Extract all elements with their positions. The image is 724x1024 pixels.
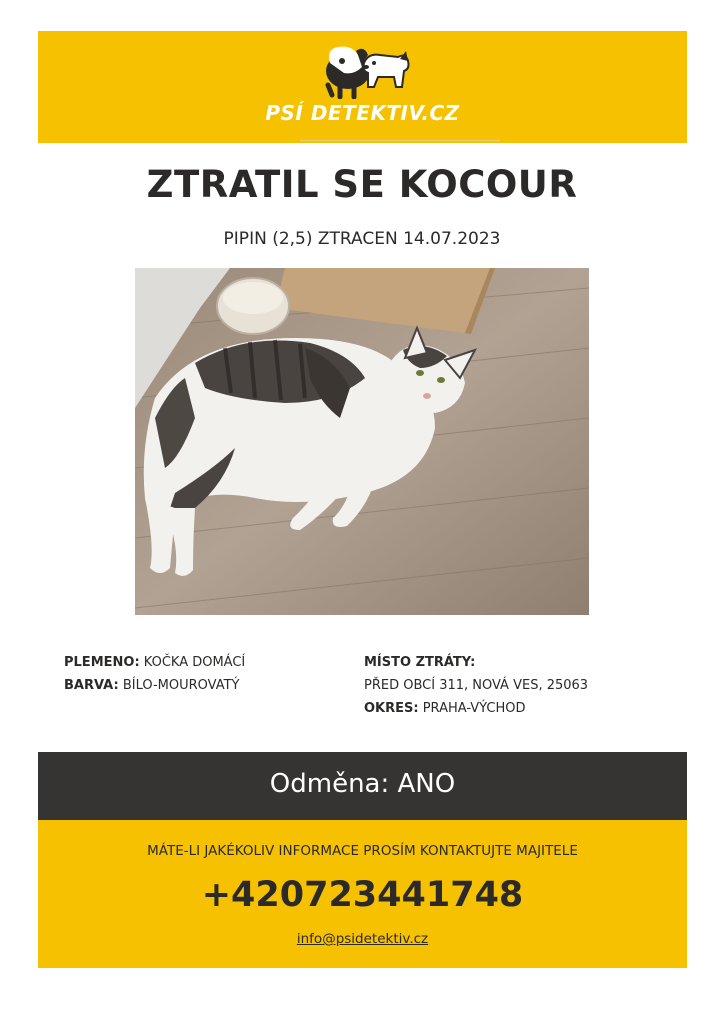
place-value: PŘED OBCÍ 311, NOVÁ VES, 25063	[364, 678, 589, 693]
color-row	[64, 674, 245, 697]
contact-panel	[38, 820, 687, 968]
poster-title: ZTRATIL SE KOCOUR	[146, 163, 578, 206]
place-label-row	[364, 651, 588, 674]
phone-number[interactable]: +420723441748	[201, 875, 524, 915]
color-value: BÍLO-MOUROVATÝ	[122, 678, 240, 693]
breed-label: PLEMENO:	[64, 655, 140, 670]
place-label: MÍSTO ZTRÁTY:	[364, 655, 476, 670]
district-label: OKRES:	[364, 701, 419, 716]
color-label: BARVA:	[64, 678, 119, 693]
breed-row	[64, 651, 245, 674]
contact-note: MÁTE-LI JAKÉKOLIV INFORMACE PROSÍM KONTAKTUJTE MAJITELE	[147, 843, 578, 859]
brand-name: PSÍ DETEKTIV.CZ	[265, 101, 460, 125]
reward-text: Odměna: ANO	[269, 769, 456, 799]
email-link[interactable]: info@psidetektiv.cz	[296, 931, 429, 947]
lost-cat-photo	[135, 268, 589, 615]
header-banner	[38, 31, 687, 143]
brand-divider	[300, 140, 500, 141]
details-right	[364, 651, 588, 720]
poster-subtitle: PIPIN (2,5) ZTRACEN 14.07.2023	[223, 229, 501, 249]
reward-bar	[38, 752, 687, 820]
place-value-row	[364, 674, 588, 697]
district-row	[364, 697, 588, 720]
district-value: PRAHA-VÝCHOD	[422, 701, 526, 716]
details-left	[64, 651, 245, 697]
breed-value: KOČKA DOMÁCÍ	[143, 655, 246, 670]
dog-and-puppy-logo-icon	[38, 41, 687, 101]
